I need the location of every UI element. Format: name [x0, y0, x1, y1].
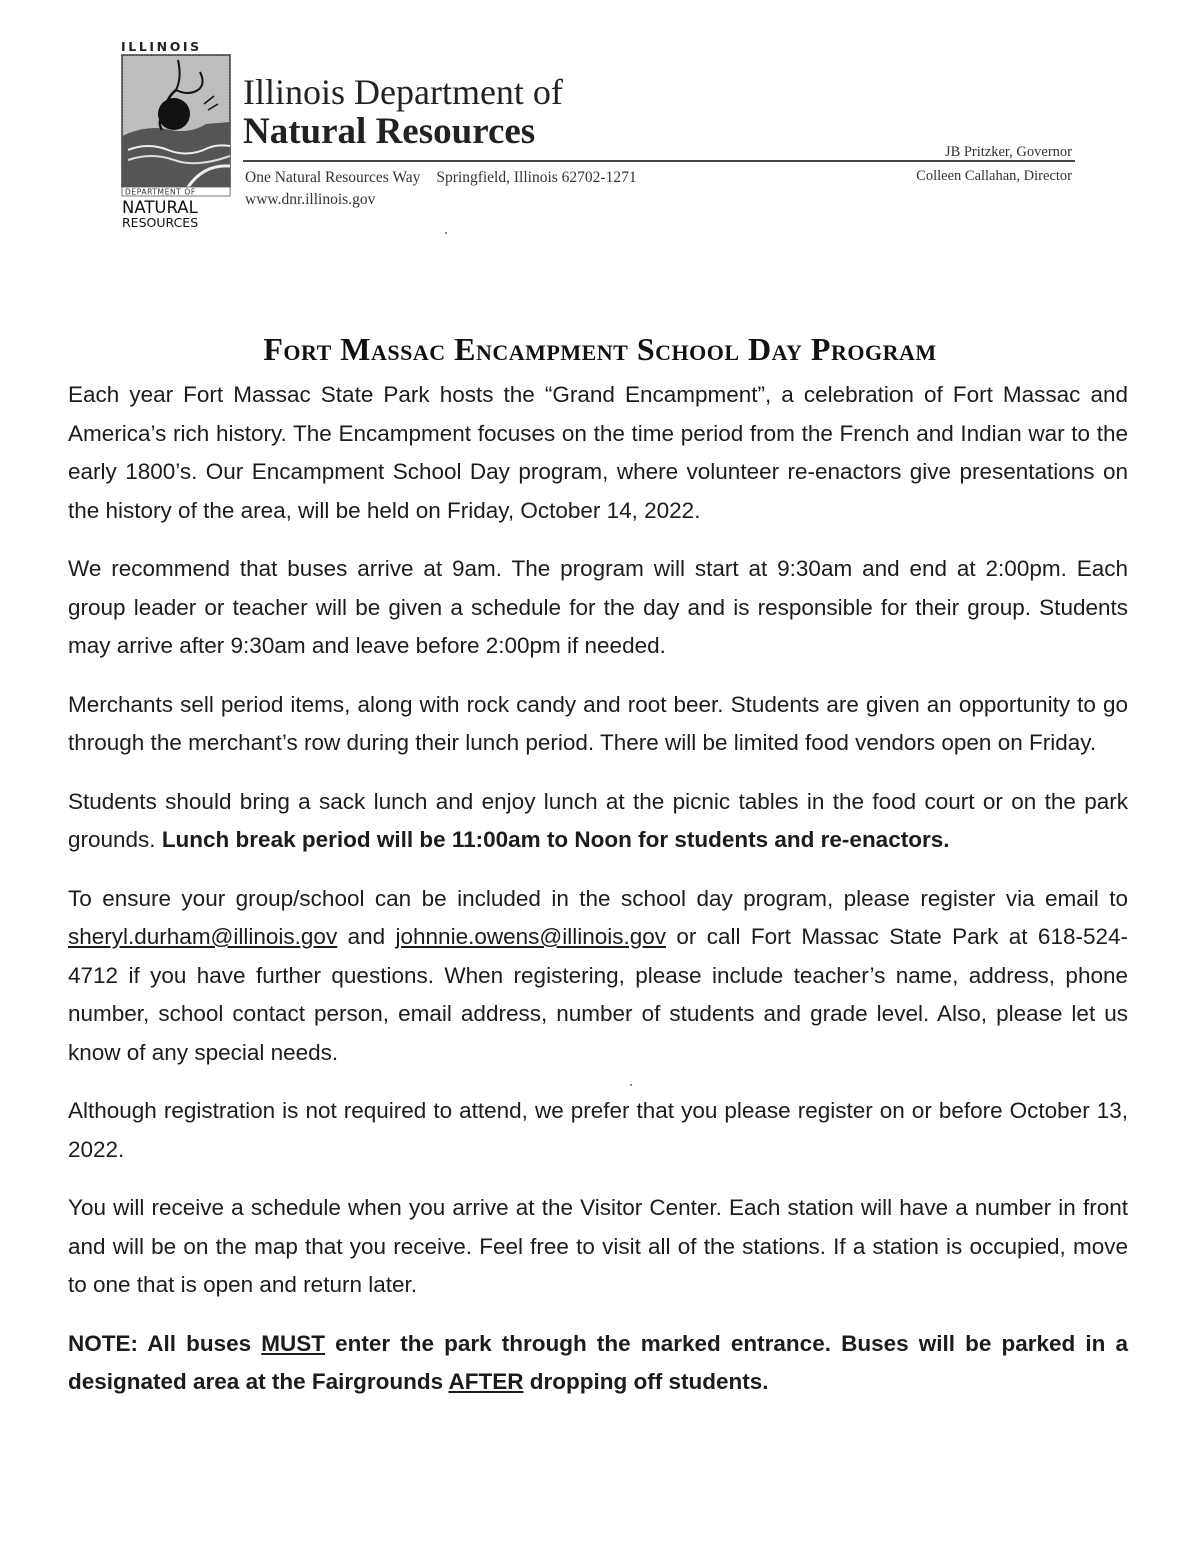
- logo-resources-text: RESOURCES: [122, 215, 199, 230]
- governor-line: JB Pritzker, Governor: [944, 144, 1072, 160]
- logo-band-text: DEPARTMENT OF: [125, 187, 196, 197]
- address-city: Springfield, Illinois 62702-1271: [436, 169, 637, 186]
- note-must: MUST: [261, 1330, 326, 1356]
- bus-note: [68, 1325, 1128, 1402]
- note-text-a: NOTE: All buses: [68, 1330, 262, 1356]
- logo-illinois-text: ILLINOIS: [121, 39, 202, 54]
- lunch-text: Students should bring a sack lunch and enjoy lunch at the picnic tables in the food court or on the park grounds.: [68, 788, 1128, 852]
- paragraph-deadline: Although registration is not required to attend, we prefer that you please register on or before October 13, 2022.: [68, 1098, 1128, 1162]
- agency-website[interactable]: www.dnr.illinois.gov: [245, 191, 376, 208]
- agency-name-line2: Natural Resources: [243, 111, 536, 152]
- note-text-b: enter the park through the marked entrance. Buses will be parked in a designated area at the Fairgrounds: [68, 1330, 1128, 1394]
- registration-text-c: or call Fort Massac State Park at 618-524-4712 if you have further questions. When registering, please include teacher’s name, address, phone number, school contact person, email address, number of students and grade level. Also, please let us know of any special needs.: [68, 924, 1128, 1065]
- email-link-johnnie[interactable]: johnnie.owens@illinois.gov: [395, 924, 667, 949]
- paragraph-intro: Each year Fort Massac State Park hosts the “Grand Encampment”, a celebration of Fort Massac and America’s rich history. The Encampment focuses on the time period from the French and Indian war to the early 1800’s. Our Encampment School Day program, where volunteer re-enactors give presentations on the history of the area, will be held on Friday, October 14, 2022.: [68, 382, 1128, 523]
- logo-natural-text: NATURAL: [122, 198, 198, 217]
- document-body: [68, 376, 1128, 1422]
- scan-speck: [445, 232, 447, 234]
- letterhead: [0, 0, 1200, 240]
- paragraph-merchants: Merchants sell period items, along with rock candy and root beer. Students are given an opportunity to go through the merchant’s row during their lunch period. There will be limited food vendors open on Friday.: [68, 691, 1128, 755]
- note-after: AFTER: [448, 1369, 524, 1394]
- address-street: One Natural Resources Way: [245, 169, 421, 186]
- agency-address: [245, 167, 637, 211]
- paragraph-arrival: We recommend that buses arrive at 9am. The program will start at 9:30am and end at 2:00pm. Each group leader or teacher will be given a schedule for the day and is responsible for their group. Students may arrive after 9:30am and leave before 2:00pm if needed.: [68, 556, 1128, 658]
- email-link-sheryl[interactable]: sheryl.durham@illinois.gov: [68, 924, 338, 949]
- paragraph-registration: [68, 880, 1128, 1073]
- agency-name: [243, 72, 563, 152]
- registration-text-a: To ensure your group/school can be included in the school day program, please register via email to: [68, 885, 1128, 911]
- agency-name-line1: Illinois Department of: [243, 72, 563, 112]
- paragraph-schedule: You will receive a schedule when you arrive at the Visitor Center. Each station will have a number in front and will be on the map that you receive. Feel free to visit all of the stations. If a station is occupied, move to one that is open and return later.: [68, 1195, 1128, 1297]
- lunch-break-notice: Lunch break period will be 11:00am to Noon for students and re-enactors.: [161, 827, 950, 852]
- note-text-c: dropping off students.: [523, 1369, 769, 1394]
- idnr-logo: [118, 38, 234, 230]
- paragraph-lunch: [68, 783, 1128, 860]
- officials-block: [916, 140, 1072, 188]
- page-title: Fort Massac Encampment School Day Program: [263, 331, 937, 368]
- registration-text-b: and: [337, 924, 396, 949]
- director-line: Colleen Callahan, Director: [916, 168, 1072, 184]
